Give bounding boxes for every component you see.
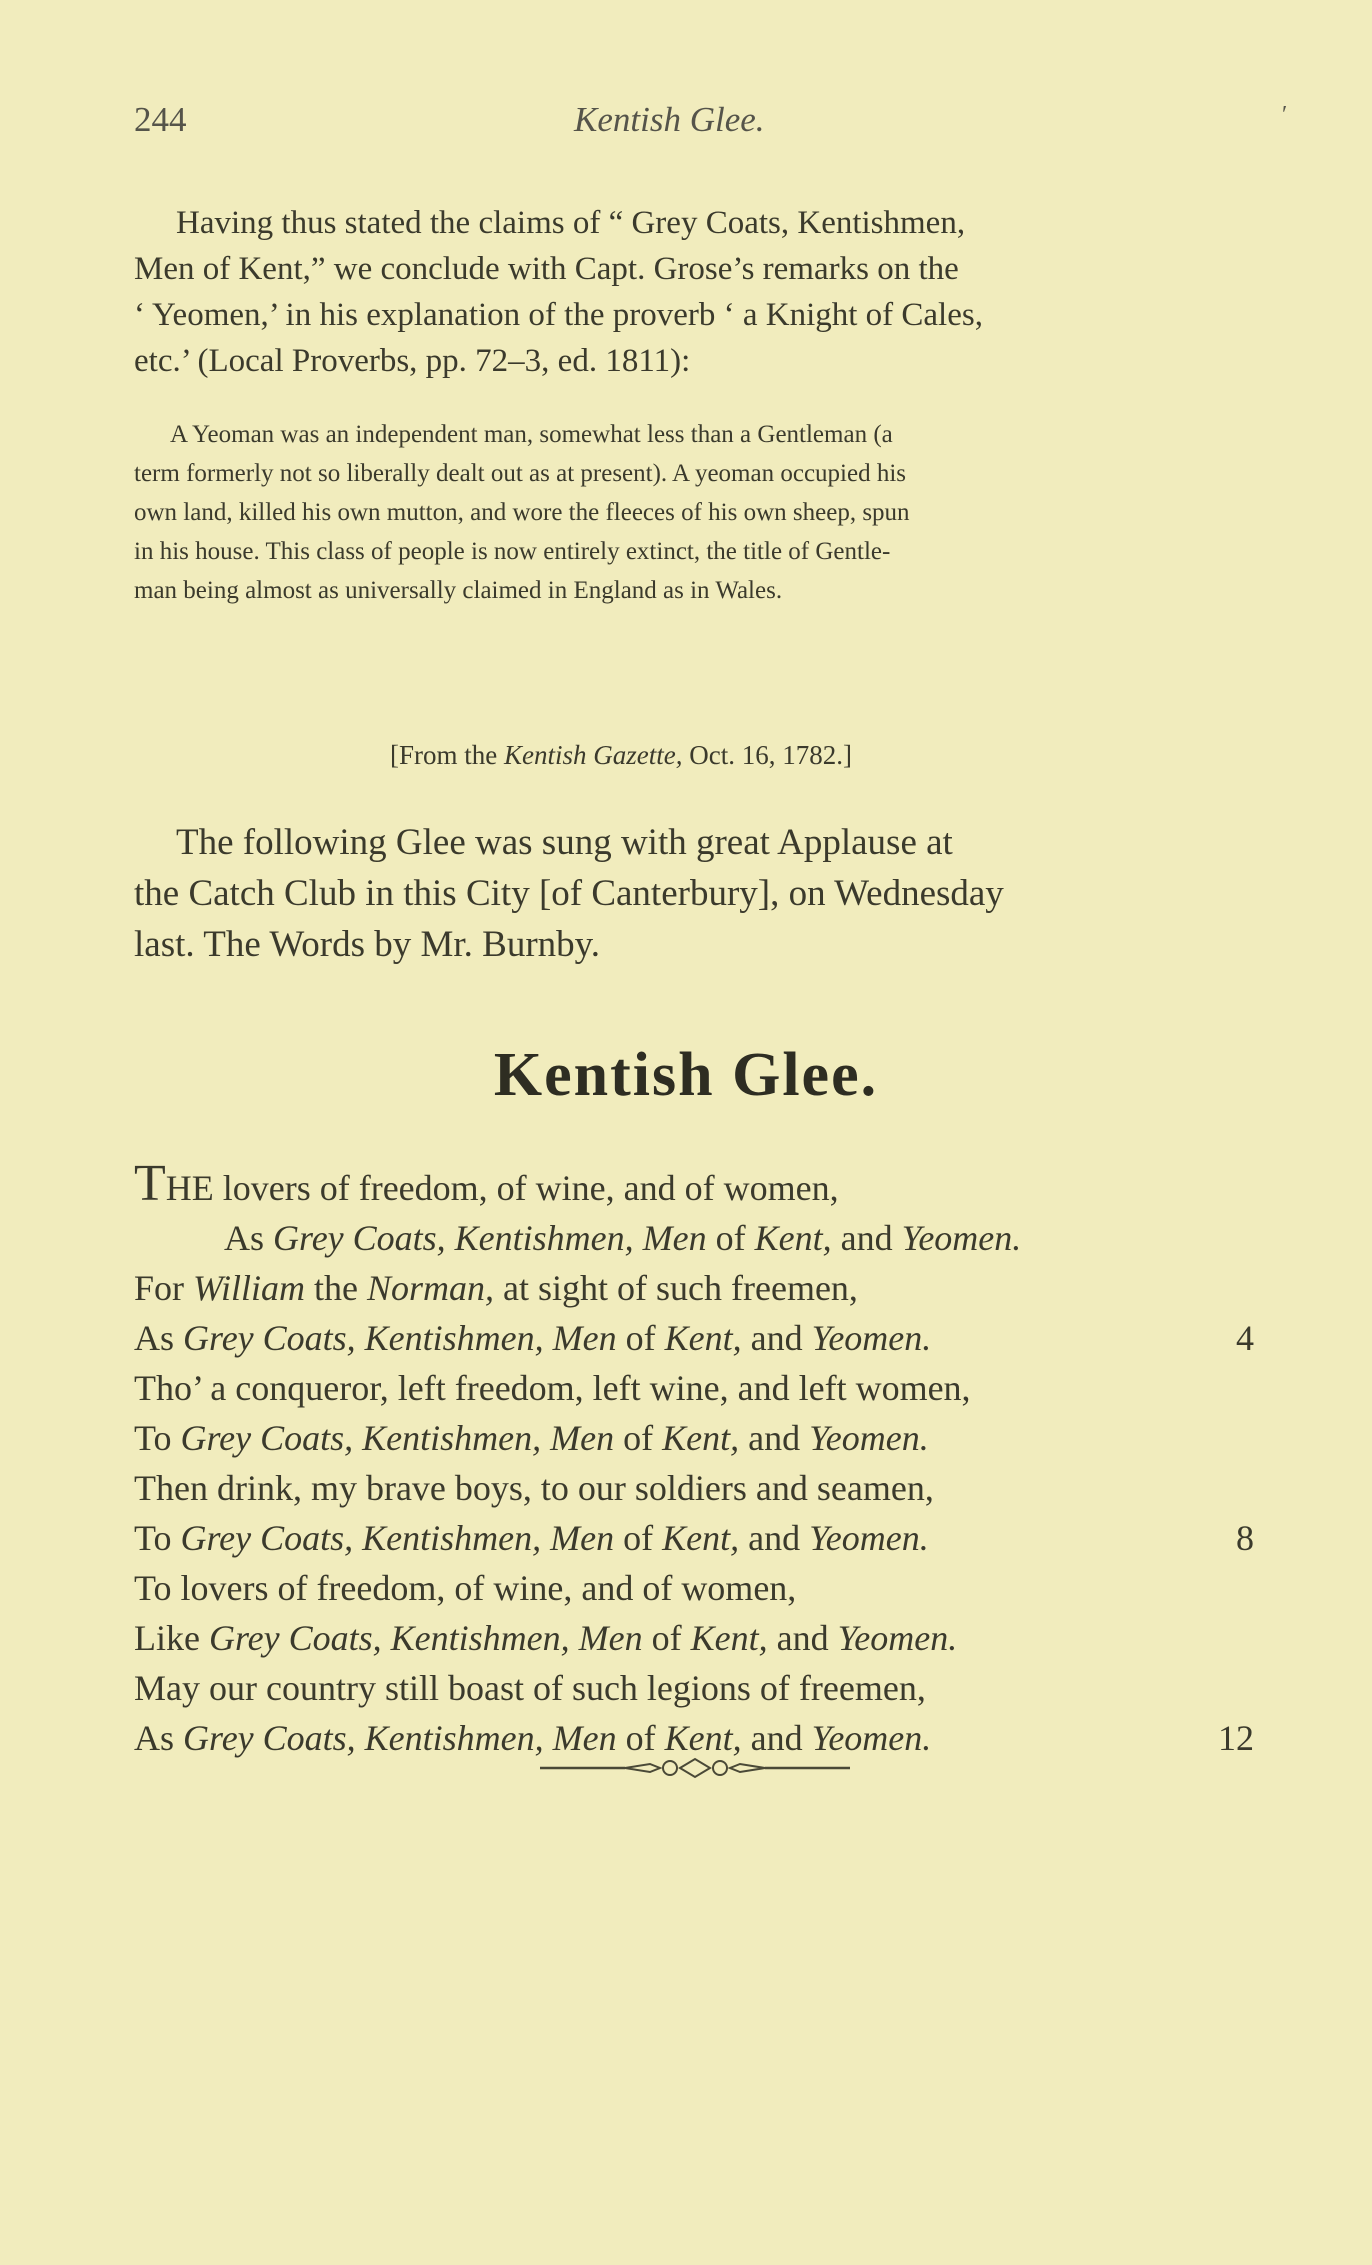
refrain-yeomen: Yeomen. [809, 1518, 929, 1558]
block-quote [134, 415, 1260, 610]
refrain-of: of [715, 1218, 746, 1258]
refrain-kent: Kent, [754, 1218, 832, 1258]
page-header [134, 100, 1288, 150]
poem-text: To lovers of freedom, of wine, and of women, [134, 1568, 797, 1608]
refrain-and: and [748, 1418, 801, 1458]
refrain-men: Men [552, 1718, 617, 1758]
poem-text: Tho’ a conqueror, left freedom, left wine, and left women, [134, 1368, 971, 1408]
refrain-men: Men [550, 1418, 615, 1458]
source-prefix: [From the [390, 740, 504, 770]
source-publication: Kentish Gazette, [504, 740, 683, 770]
poem-text: For [134, 1268, 185, 1308]
refrain-and: and [750, 1718, 803, 1758]
refrain-and: and [750, 1318, 803, 1358]
poem-line-3 [134, 1263, 1254, 1313]
refrain-kentishmen: Kentishmen, [362, 1418, 542, 1458]
intro-line: Men of Kent,” we conclude with Capt. Grose’s remarks on the [134, 251, 959, 287]
notice-line: the Catch Club in this City [of Canterbury], on Wednesday [134, 873, 1004, 914]
poem-line-4 [134, 1313, 1254, 1363]
refrain-kent: Kent, [664, 1318, 742, 1358]
quote-line: man being almost as universally claimed in England as in Wales. [134, 577, 783, 604]
refrain-prefix: To [134, 1418, 172, 1458]
refrain-grey-coats: Grey Coats, [208, 1618, 382, 1658]
refrain-grey-coats: Grey Coats, [180, 1418, 354, 1458]
poem-text: HE lovers of freedom, of wine, and of women, [165, 1168, 839, 1208]
source-date: Oct. 16, 1782.] [682, 740, 852, 770]
poem-line-7 [134, 1463, 1254, 1513]
refrain-grey-coats: Grey Coats, [183, 1718, 356, 1758]
refrain-of: of [651, 1618, 682, 1658]
refrain-kentishmen: Kentishmen, [364, 1318, 544, 1358]
refrain-prefix: To [134, 1518, 172, 1558]
refrain-kent: Kent, [664, 1718, 742, 1758]
refrain-kent: Kent, [690, 1618, 768, 1658]
poem-text: the [314, 1268, 359, 1308]
refrain-grey-coats: Grey Coats, [273, 1218, 446, 1258]
intro-line: ‘ Yeomen,’ in his explanation of the proverb ‘ a Knight of Cales, [134, 297, 983, 333]
refrain-of: of [625, 1718, 656, 1758]
poem-text: May our country still boast of such legions of freemen, [134, 1668, 926, 1708]
poem-text: at sight of such freemen, [503, 1268, 858, 1308]
quote-line: own land, killed his own mutton, and wore the fleeces of his own sheep, spun [134, 499, 910, 526]
line-number: 4 [1236, 1318, 1254, 1358]
refrain-men: Men [552, 1318, 617, 1358]
intro-line: etc.’ (Local Proverbs, pp. 72–3, ed. 1811): [134, 343, 691, 379]
quote-line: term formerly not so liberally dealt out as at present). A yeoman occupied his [134, 460, 907, 487]
drop-cap: T [134, 1155, 166, 1212]
poem-line-5 [134, 1363, 1254, 1413]
poem-line-9 [134, 1563, 1254, 1613]
notice-line: The following Glee was sung with great Applause at [176, 822, 953, 863]
refrain-men: Men [642, 1218, 707, 1258]
poem-line-1 [134, 1155, 1254, 1213]
poem-line-8 [134, 1513, 1254, 1563]
refrain-yeomen: Yeomen. [837, 1618, 958, 1658]
poem-line-6 [134, 1413, 1254, 1463]
running-title: Kentish Glee. [574, 100, 765, 139]
quote-line: A Yeoman was an independent man, somewhat less than a Gentleman (a [170, 421, 893, 448]
refrain-of: of [625, 1318, 656, 1358]
refrain-grey-coats: Grey Coats, [183, 1318, 356, 1358]
refrain-kent: Kent, [662, 1518, 740, 1558]
intro-paragraph [134, 200, 1260, 384]
page-number: 244 [134, 100, 187, 139]
refrain-yeomen: Yeomen. [811, 1318, 932, 1358]
refrain-and: and [840, 1218, 893, 1258]
refrain-yeomen: Yeomen. [811, 1718, 932, 1758]
poem [134, 1155, 1254, 1763]
refrain-prefix: As [134, 1318, 175, 1358]
refrain-kentishmen: Kentishmen, [362, 1518, 542, 1558]
refrain-yeomen: Yeomen. [901, 1218, 1022, 1258]
refrain-kent: Kent, [662, 1418, 740, 1458]
refrain-yeomen: Yeomen. [809, 1418, 929, 1458]
line-number: 8 [1236, 1518, 1254, 1558]
intro-line: Having thus stated the claims of “ Grey Coats, Kentishmen, [176, 205, 966, 241]
refrain-of: of [623, 1418, 654, 1458]
decorative-rule-icon [540, 1753, 850, 1783]
header-mark: ′ [1282, 102, 1288, 128]
refrain-prefix: Like [134, 1618, 200, 1658]
poem-line-11 [134, 1663, 1254, 1713]
refrain-prefix: As [224, 1218, 265, 1258]
refrain-and: and [776, 1618, 829, 1658]
poem-line-10 [134, 1613, 1254, 1663]
refrain-men: Men [578, 1618, 643, 1658]
poem-line-2 [134, 1213, 1254, 1263]
refrain-kentishmen: Kentishmen, [454, 1218, 634, 1258]
poem-text: William [193, 1268, 306, 1308]
line-number: 12 [1218, 1718, 1254, 1758]
refrain-men: Men [550, 1518, 615, 1558]
refrain-prefix: As [134, 1718, 175, 1758]
refrain-kentishmen: Kentishmen, [390, 1618, 570, 1658]
glee-title: Kentish Glee. [493, 1041, 879, 1109]
source-citation [390, 740, 852, 771]
notice-line: last. The Words by Mr. Burnby. [134, 924, 601, 965]
refrain-of: of [623, 1518, 654, 1558]
poem-text: Norman, [367, 1268, 495, 1308]
poem-text: Then drink, my brave boys, to our soldiers and seamen, [134, 1468, 934, 1508]
refrain-kentishmen: Kentishmen, [364, 1718, 544, 1758]
refrain-grey-coats: Grey Coats, [180, 1518, 354, 1558]
notice-paragraph [134, 817, 1260, 970]
quote-line: in his house. This class of people is now entirely extinct, the title of Gentle- [134, 538, 891, 565]
refrain-and: and [748, 1518, 801, 1558]
